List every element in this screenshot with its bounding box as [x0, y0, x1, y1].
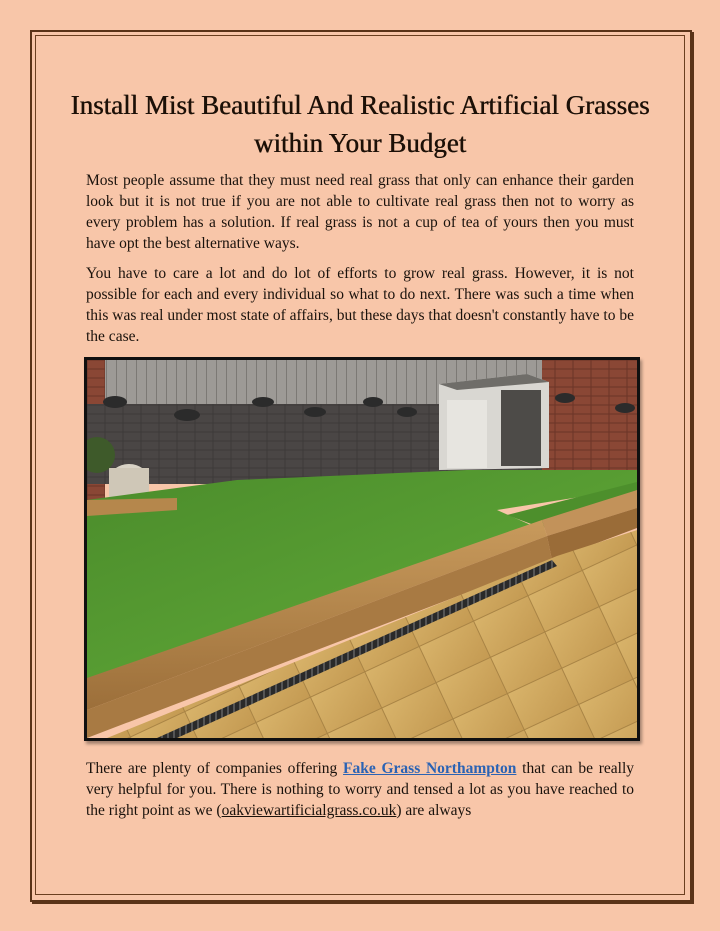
paragraph-2: You have to care a lot and do lot of efforts to grow real grass. However, it is not possible for each and every individual so what to do next. There was such a time when this was real under most state of affairs, but these days that doesn't constantly have to be the case.: [86, 265, 634, 345]
paragraph-1: Most people assume that they must need real grass that only can enhance their garden look but it is not true if you are not able to cultivate real grass then not to worry as every problem has a solution. If real grass is not a cup of tea of yours then you must have opt the best alternative ways.: [86, 172, 634, 252]
paragraph-3-text-b: that can be really very helpful for you. There is nothing to worry and tensed a lot as you have reached to the right point as we (: [86, 760, 635, 819]
site-name-link[interactable]: oakviewartificialgrass.co.uk: [221, 802, 397, 819]
paragraph-3-text-a: There are plenty of companies offering: [86, 760, 344, 777]
article-title: Install Mist Beautiful And Realistic Artificial Grasses within Your Budget: [70, 90, 650, 158]
garden-photo: [84, 357, 640, 741]
paragraph-3: [86, 758, 634, 821]
fake-grass-northampton-link[interactable]: Fake Grass Northampton: [343, 760, 517, 777]
paragraph-3-text-c: ) are always: [396, 802, 472, 819]
